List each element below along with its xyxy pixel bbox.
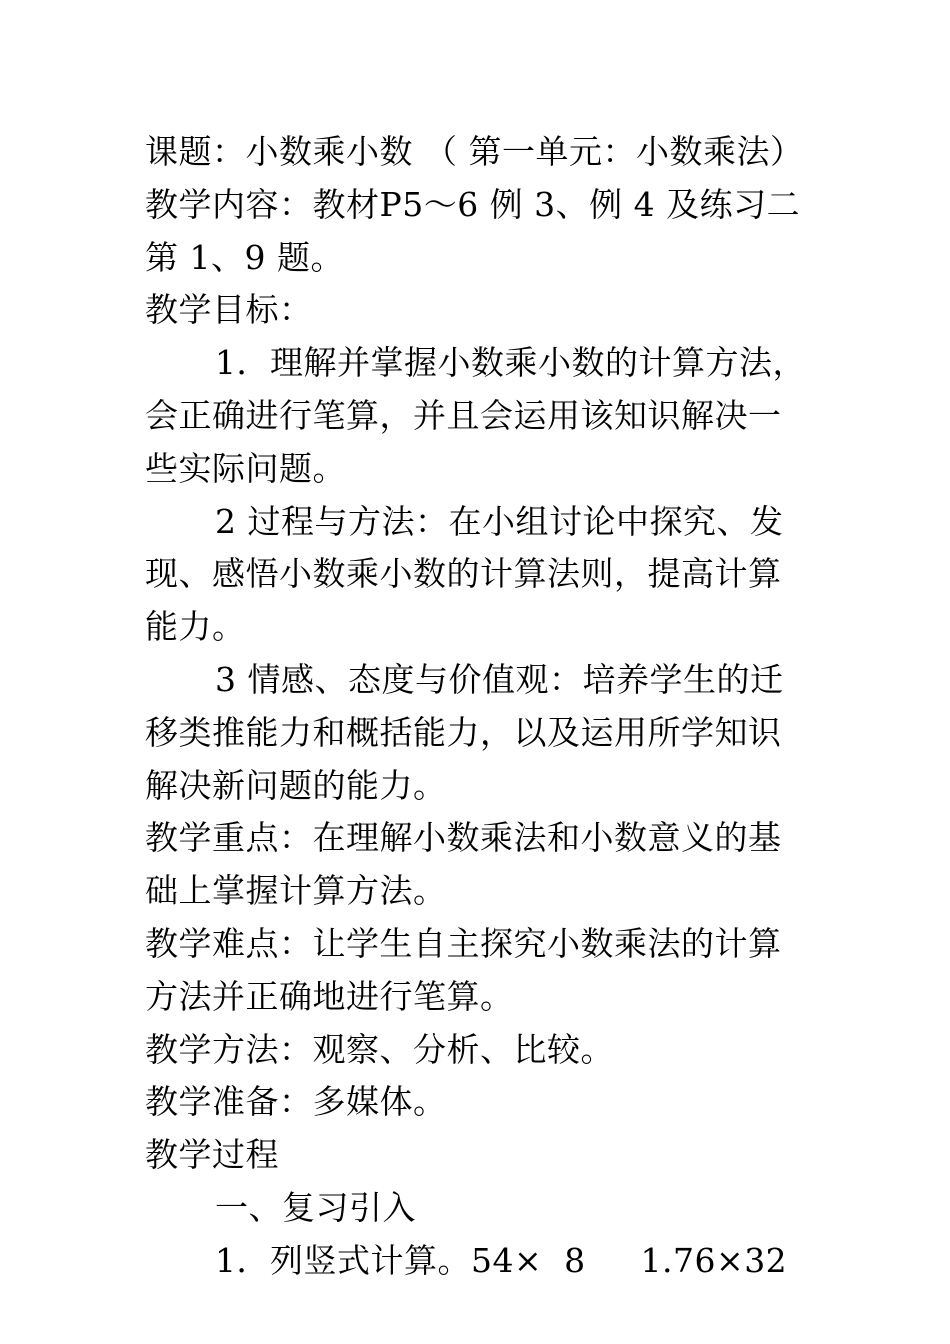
exercise-1: 1．列竖式计算。54× 8 1.76×32 xyxy=(215,1240,788,1280)
objective-3: 3 情感、态度与价值观：培养学生的迁移类推能力和概括能力，以及运用所学知识解决新问题的能力。 xyxy=(145,659,784,805)
teaching-process-heading: 教学过程 xyxy=(145,1135,279,1175)
lesson-title: 课题：小数乘小数 （ 第一单元：小数乘法） xyxy=(145,132,804,171)
teaching-content: 教学内容：教材P5～6 例 3、例 4 及练习二第 1、9 题。 xyxy=(145,184,801,277)
objective-2: 2 过程与方法：在小组讨论中探究、发现、感悟小数乘小数的计算法则，提高计算能力。 xyxy=(145,501,784,647)
document-body xyxy=(145,126,810,1288)
teaching-objectives-heading: 教学目标： xyxy=(145,290,313,330)
key-points: 教学重点：在理解小数乘法和小数意义的基础上掌握计算方法。 xyxy=(145,818,782,911)
teaching-preparation: 教学准备：多媒体。 xyxy=(145,1082,447,1122)
section-review-intro: 一、复习引入 xyxy=(215,1187,416,1227)
objective-1: 1．理解并掌握小数乘小数的计算方法，会正确进行笔算，并且会运用该知识解决一些实际问题。 xyxy=(145,343,806,488)
difficulties: 教学难点：让学生自主探究小数乘法的计算方法并正确地进行笔算。 xyxy=(145,923,782,1016)
teaching-methods: 教学方法：观察、分析、比较。 xyxy=(145,1029,614,1069)
